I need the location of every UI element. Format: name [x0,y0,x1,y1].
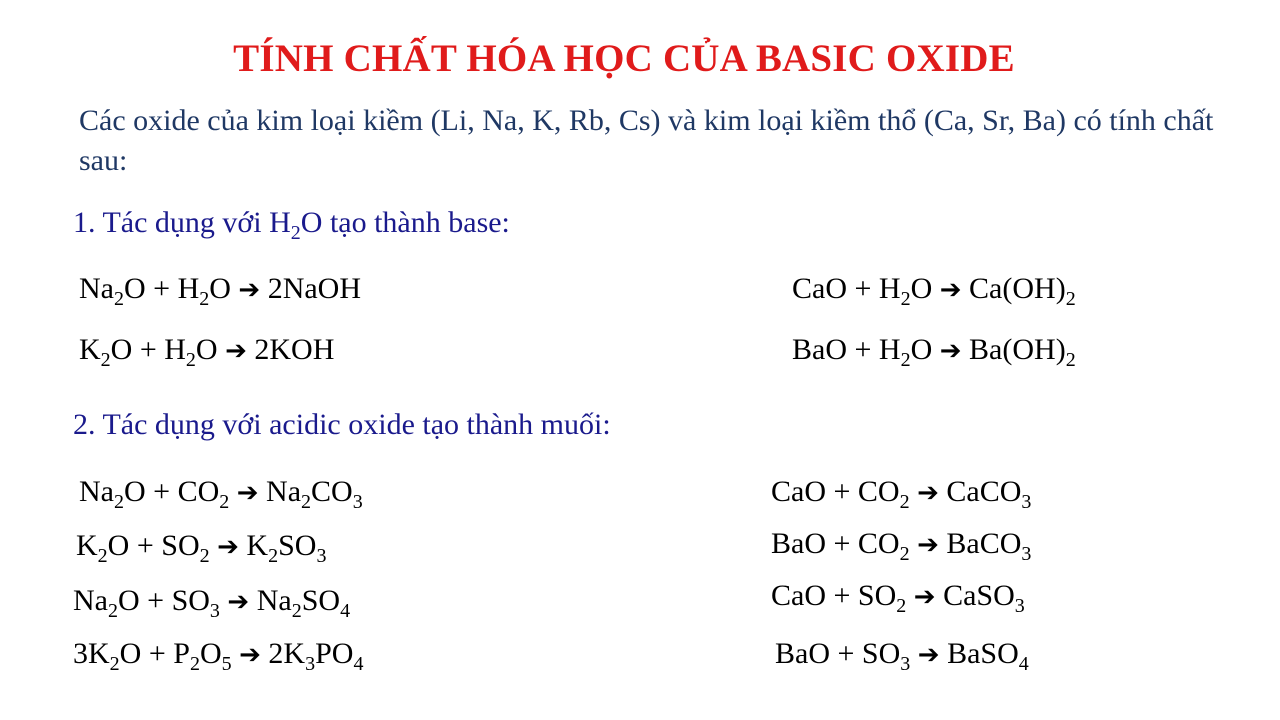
equation: CaO + $CO_2$ ➔ CaCO$_3$ [771,475,1032,513]
section-heading-2: 2. Tác dụng với acidic oxide tạo thành muối: [73,408,611,441]
equation: BaO + $CO_2$ ➔ BaCO$_3$ [771,527,1032,565]
equation: $Na_2O + H_2O$ ➔ 2NaOH [79,272,362,310]
equation: $K_2O + SO_2$ ➔ $K_2SO_3$ [76,529,327,567]
equation: $Na_2O + CO_2$ ➔ $Na_2CO_3$ [79,475,363,513]
equation: CaO + $SO_2$ ➔ CaSO$_3$ [771,579,1025,617]
equation: BaO + $H_2O$ ➔ $Ba(OH)_2$ [792,333,1076,371]
equation: $K_2O + H_2O$ ➔ 2KOH [79,333,335,371]
section-heading-1: 1. Tác dụng với $H_2O$ tạo thành base: [73,206,510,244]
intro-text: Các oxide của kim loại kiềm (Li, Na, K, Rb, Cs) và kim loại kiềm thổ (Ca, Sr, Ba) có tính chất sau: [79,104,1214,177]
equation: CaO + $H_2O$ ➔ $Ca(OH)_2$ [792,272,1076,310]
equation: BaO + $SO_3$ ➔ BaSO$_4$ [775,637,1029,675]
equation: $Na_2O + SO_3$ ➔ $Na_2SO_4$ [73,584,351,622]
equation: $3K_2O + P_2O_5$ ➔ $2K_3PO_4$ [73,637,364,675]
page-title: TÍNH CHẤT HÓA HỌC CỦA BASIC OXIDE [233,37,1015,80]
